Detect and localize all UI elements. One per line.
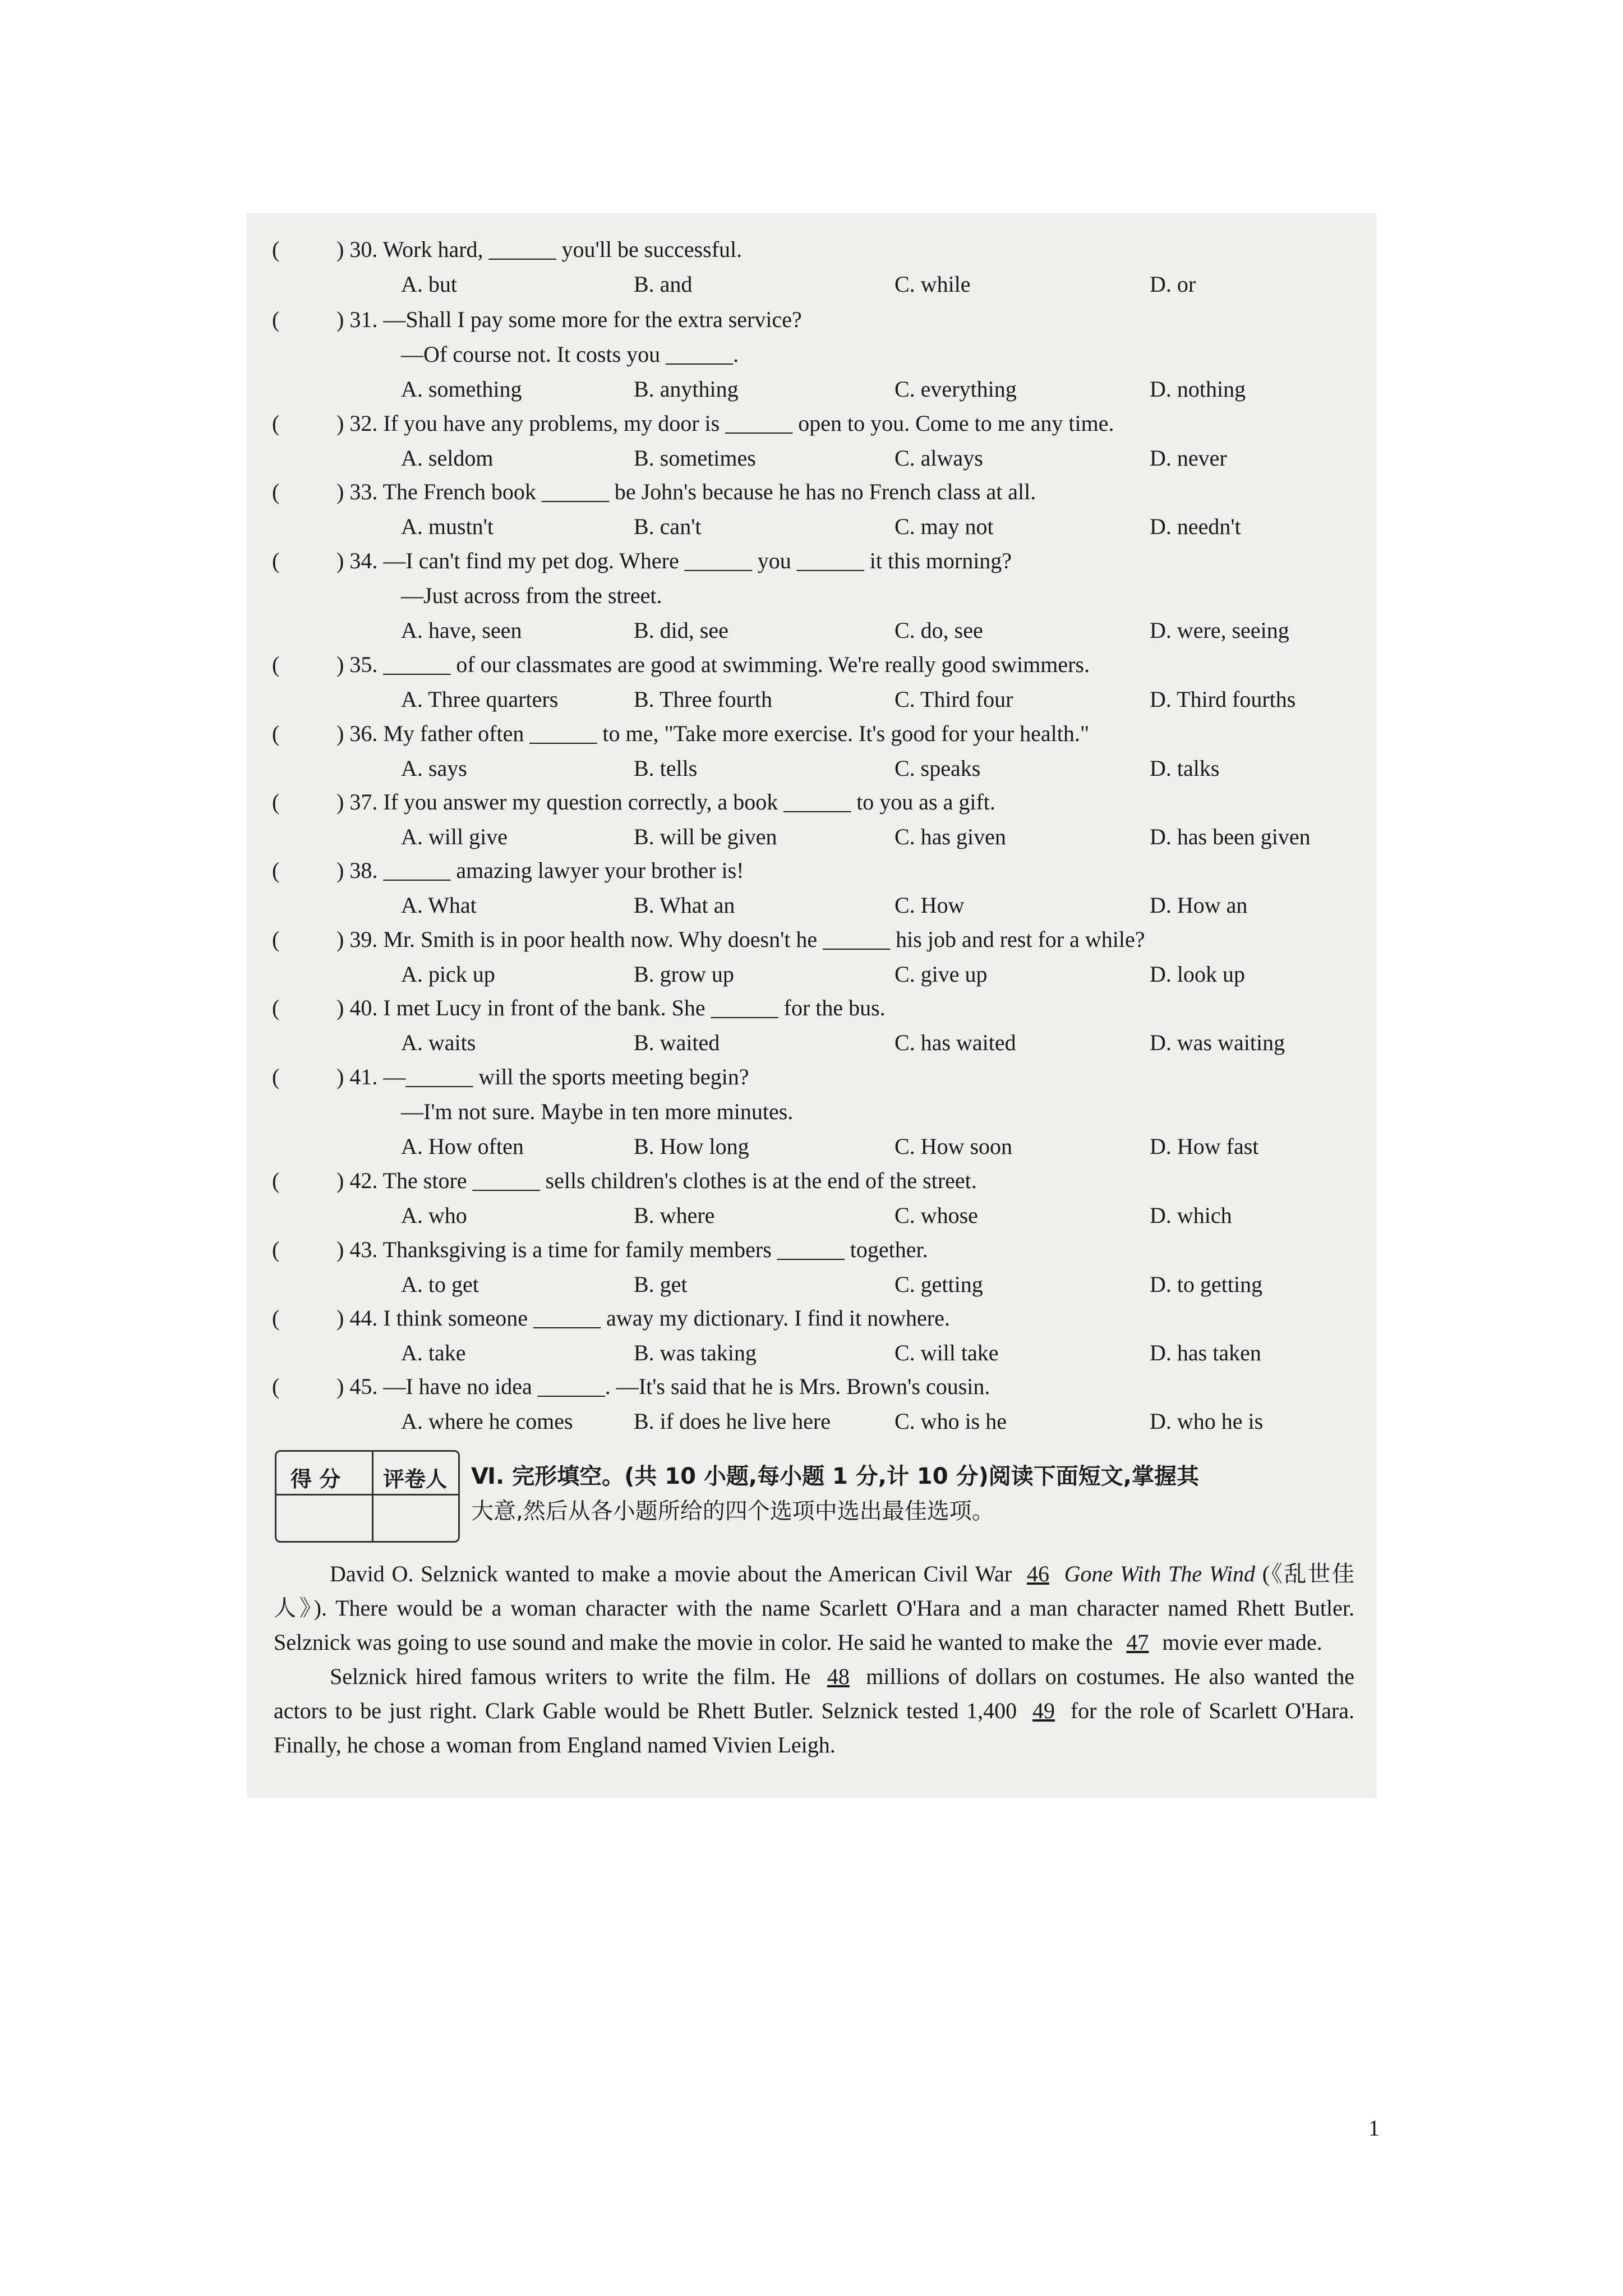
option-d: D. How fast	[1150, 1134, 1259, 1159]
option-b: B. if does he live here	[634, 1409, 831, 1434]
option-d: D. to getting	[1150, 1272, 1263, 1297]
option-a: A. Three quarters	[401, 687, 559, 712]
cloze-passage	[274, 1557, 1354, 1762]
question-stem-line2: —Just across from the street.	[401, 583, 662, 608]
option-b: B. Three fourth	[634, 687, 772, 712]
option-c: C. everything	[895, 376, 1017, 402]
option-d: D. nothing	[1150, 376, 1246, 402]
option-b: B. was taking	[634, 1340, 757, 1365]
question-stem: ) 38. ______ amazing lawyer your brother is!	[336, 858, 744, 883]
answer-paren: (	[272, 1064, 280, 1089]
option-c: C. do, see	[895, 618, 983, 643]
question-stem: ) 43. Thanksgiving is a time for family members ______ together.	[336, 1237, 928, 1262]
option-a: A. take	[401, 1340, 466, 1365]
option-d: D. look up	[1150, 961, 1245, 987]
option-d: D. were, seeing	[1150, 618, 1289, 643]
option-c: C. has waited	[895, 1030, 1016, 1055]
passage-paragraph: Selznick hired famous writers to write the film. He 48 millions of dollars on costumes. He also wanted the actors to be just right. Clark Gable would be Rhett Butler. Selznick tested 1,400 49 for the role of Scarlett O'Hara. Finally, he chose a woman from England named Vivien Leigh.	[274, 1664, 1355, 1757]
page-number: 1	[1368, 2115, 1380, 2141]
score-box	[275, 1450, 460, 1543]
option-c: C. may not	[895, 514, 994, 539]
question-stem: ) 39. Mr. Smith is in poor health now. Why doesn't he ______ his job and rest for a while?	[336, 927, 1145, 952]
section-title-cont: 大意,然后从各小题所给的四个选项中选出最佳选项。	[471, 1498, 994, 1524]
option-d: D. Third fourths	[1150, 687, 1296, 712]
question-stem: ) 33. The French book ______ be John's because he has no French class at all.	[336, 479, 1036, 504]
option-a: A. mustn't	[401, 514, 494, 539]
option-c: C. while	[895, 272, 971, 297]
answer-paren: (	[272, 858, 280, 883]
option-c: C. will take	[895, 1340, 999, 1365]
answer-paren: (	[272, 927, 280, 952]
option-c: C. How	[895, 892, 965, 918]
option-b: B. sometimes	[634, 445, 756, 471]
option-d: D. was waiting	[1150, 1030, 1285, 1055]
option-a: A. who	[401, 1203, 467, 1228]
blank-48: 48	[827, 1664, 850, 1689]
option-c: C. whose	[895, 1203, 978, 1228]
option-a: A. How often	[401, 1134, 524, 1159]
option-b: B. waited	[634, 1030, 720, 1055]
option-c: C. Third four	[895, 687, 1013, 712]
question-stem: ) 35. ______ of our classmates are good at swimming. We're really good swimmers.	[336, 652, 1090, 677]
answer-paren: (	[272, 721, 280, 746]
option-d: D. talks	[1150, 756, 1220, 781]
passage-paragraph: David O. Selznick wanted to make a movie about the American Civil War 46 Gone With The Wind (《乱世佳人》). There would be a woman character with the name Scarlett O'Hara and a man character named Rhett Butler. Selznick was going to use sound and make the movie in color. He said he wanted to make the 47 movie ever made.	[274, 1561, 1355, 1655]
question-stem: ) 42. The store ______ sells children's clothes is at the end of the street.	[336, 1168, 977, 1193]
blank-49: 49	[1032, 1698, 1055, 1723]
option-a: A. something	[401, 376, 522, 402]
option-a: A. waits	[401, 1030, 476, 1055]
question-stem: ) 32. If you have any problems, my door is ______ open to you. Come to me any time.	[336, 411, 1114, 436]
option-b: B. How long	[634, 1134, 749, 1159]
option-c: C. who is he	[895, 1409, 1007, 1434]
option-b: B. anything	[634, 376, 739, 402]
option-c: C. getting	[895, 1272, 983, 1297]
score-label: 得 分	[291, 1467, 341, 1492]
question-stem: ) 40. I met Lucy in front of the bank. She ______ for the bus.	[336, 995, 886, 1020]
question-stem: ) 41. —______ will the sports meeting begin?	[336, 1064, 749, 1089]
question-stem: ) 36. My father often ______ to me, "Take more exercise. It's good for your health."	[336, 721, 1090, 746]
movie-title: Gone With The Wind	[1064, 1561, 1256, 1586]
option-b: B. What an	[634, 892, 735, 918]
question-stem-line2: —I'm not sure. Maybe in ten more minutes.	[401, 1099, 794, 1124]
answer-paren: (	[272, 789, 280, 815]
option-b: B. where	[634, 1203, 715, 1228]
option-d: D. never	[1150, 445, 1227, 471]
grader-label: 评卷人	[383, 1467, 448, 1492]
question-stem: ) 37. If you answer my question correctly, a book ______ to you as a gift.	[336, 789, 995, 815]
option-c: C. has given	[895, 824, 1006, 849]
option-c: C. How soon	[895, 1134, 1013, 1159]
answer-paren: (	[272, 307, 280, 332]
answer-paren: (	[272, 479, 280, 504]
option-d: D. has been given	[1150, 824, 1311, 849]
blank-47: 47	[1126, 1630, 1149, 1655]
question-stem: ) 34. —I can't find my pet dog. Where ______ you ______ it this morning?	[336, 548, 1012, 573]
option-d: D. needn't	[1150, 514, 1241, 539]
option-b: B. can't	[634, 514, 702, 539]
answer-paren: (	[272, 1374, 280, 1399]
answer-paren: (	[272, 995, 280, 1020]
scanned-page	[247, 213, 1377, 1798]
option-a: A. seldom	[401, 445, 494, 471]
option-c: C. give up	[895, 961, 988, 987]
score-box-divider	[372, 1452, 374, 1541]
blank-46: 46	[1026, 1561, 1049, 1586]
answer-paren: (	[272, 411, 280, 436]
option-b: B. will be given	[634, 824, 777, 849]
option-d: D. who he is	[1150, 1409, 1264, 1434]
option-c: C. always	[895, 445, 983, 471]
option-a: A. to get	[401, 1272, 479, 1297]
option-b: B. tells	[634, 756, 698, 781]
option-a: A. pick up	[401, 961, 495, 987]
option-a: A. have, seen	[401, 618, 522, 643]
answer-paren: (	[272, 237, 280, 262]
option-a: A. says	[401, 756, 467, 781]
question-stem-line2: —Of course not. It costs you ______.	[401, 342, 739, 367]
answer-paren: (	[272, 1237, 280, 1262]
option-b: B. did, see	[634, 618, 728, 643]
answer-paren: (	[272, 548, 280, 573]
option-a: A. but	[401, 272, 457, 297]
option-d: D. How an	[1150, 892, 1248, 918]
question-stem: ) 44. I think someone ______ away my dictionary. I find it nowhere.	[336, 1305, 950, 1331]
answer-paren: (	[272, 1305, 280, 1331]
option-a: A. where he comes	[401, 1409, 573, 1434]
option-d: D. which	[1150, 1203, 1232, 1228]
option-a: A. What	[401, 892, 477, 918]
option-a: A. will give	[401, 824, 508, 849]
question-stem: ) 31. —Shall I pay some more for the extra service?	[336, 307, 802, 332]
option-b: B. grow up	[634, 961, 734, 987]
option-d: D. has taken	[1150, 1340, 1261, 1365]
option-c: C. speaks	[895, 756, 981, 781]
question-stem: ) 45. —I have no idea ______. —It's said that he is Mrs. Brown's cousin.	[336, 1374, 990, 1399]
option-d: D. or	[1150, 272, 1196, 297]
answer-paren: (	[272, 652, 280, 677]
section-title: Ⅵ. 完形填空。(共 10 小题,每小题 1 分,计 10 分)阅读下面短文,掌握其	[471, 1464, 1199, 1489]
answer-paren: (	[272, 1168, 280, 1193]
question-stem: ) 30. Work hard, ______ you'll be successful.	[336, 237, 743, 262]
option-b: B. get	[634, 1272, 688, 1297]
option-b: B. and	[634, 272, 693, 297]
